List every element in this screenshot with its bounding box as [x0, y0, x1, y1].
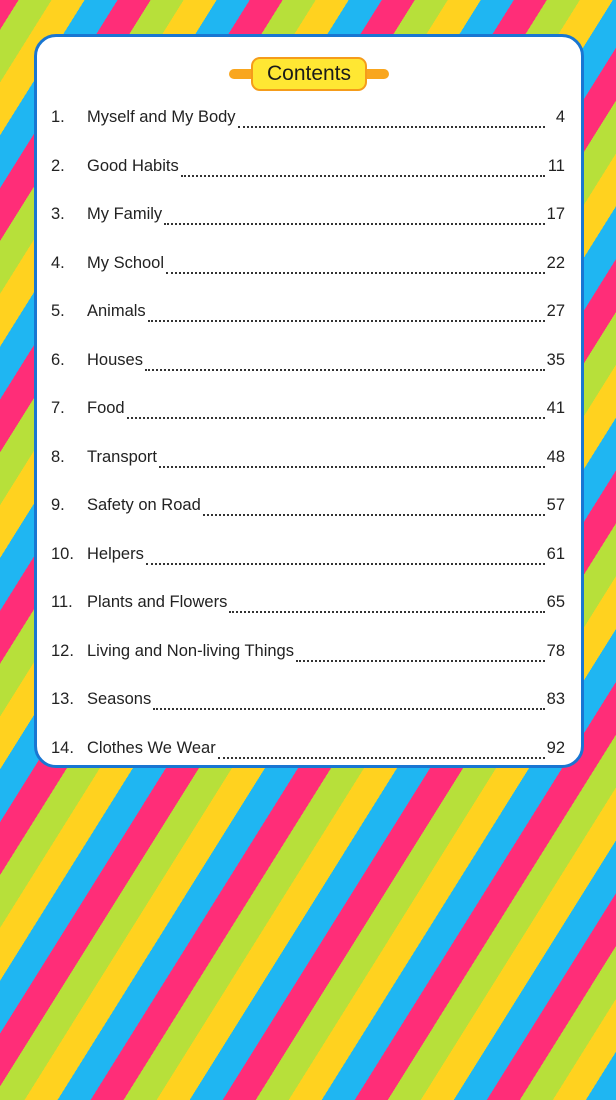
toc-entry[interactable]	[51, 481, 565, 530]
chapter-title: Living and Non-living Things	[87, 641, 294, 660]
dot-leader	[164, 211, 544, 225]
dot-leader	[166, 260, 545, 274]
chapter-number: 14.	[51, 738, 74, 757]
toc-entry[interactable]	[51, 93, 565, 142]
contents-panel	[34, 34, 584, 768]
table-of-contents	[51, 93, 565, 772]
page-number: 83	[546, 690, 565, 708]
chapter-number: 5.	[51, 302, 65, 320]
toc-entry[interactable]	[51, 287, 565, 336]
dot-leader	[146, 551, 545, 565]
toc-entry[interactable]	[51, 433, 565, 482]
page-number: 41	[546, 399, 565, 417]
toc-entry[interactable]	[51, 675, 565, 724]
chapter-number: 7.	[51, 399, 65, 417]
toc-entry[interactable]	[51, 578, 565, 627]
chapter-title: Transport	[87, 447, 157, 466]
dot-leader	[148, 308, 545, 322]
chapter-number: 2.	[51, 156, 65, 175]
chapter-title: Safety on Road	[87, 496, 201, 514]
toc-entry[interactable]	[51, 142, 565, 191]
toc-entry[interactable]	[51, 724, 565, 773]
chapter-number: 9.	[51, 496, 65, 514]
chapter-title: Food	[87, 399, 125, 417]
toc-entry[interactable]	[51, 530, 565, 579]
chapter-number: 12.	[51, 641, 74, 660]
dot-leader	[153, 696, 544, 710]
dot-leader	[229, 599, 544, 613]
chapter-number: 13.	[51, 690, 74, 708]
chapter-title: My School	[87, 253, 165, 272]
chapter-number: 11.	[51, 593, 73, 611]
chapter-title: Helpers	[87, 544, 144, 563]
dot-leader	[127, 405, 545, 419]
page-title: Contents	[251, 57, 367, 91]
dot-leader	[218, 745, 545, 759]
page-number: 65	[546, 593, 565, 611]
dot-leader	[238, 114, 545, 128]
chapter-number: 1.	[51, 108, 65, 126]
toc-entry[interactable]	[51, 336, 565, 385]
page-number: 48	[546, 447, 565, 466]
dot-leader	[145, 357, 545, 371]
dot-leader	[296, 648, 545, 662]
chapter-number: 8.	[51, 447, 65, 466]
dot-leader	[181, 163, 545, 177]
toc-entry[interactable]	[51, 190, 565, 239]
page-number: 11	[547, 156, 565, 175]
page-number: 78	[546, 641, 565, 660]
title-badge	[37, 57, 581, 91]
toc-entry[interactable]	[51, 627, 565, 676]
dot-leader	[203, 502, 545, 516]
chapter-title: Houses	[87, 350, 143, 369]
toc-entry[interactable]	[51, 384, 565, 433]
chapter-number: 4.	[51, 253, 65, 272]
chapter-number: 10.	[51, 544, 74, 563]
chapter-title: Seasons	[87, 690, 152, 708]
chapter-number: 3.	[51, 205, 65, 223]
chapter-title: Myself and My Body	[87, 108, 236, 126]
chapter-title: Clothes We Wear	[87, 738, 216, 757]
chapter-number: 6.	[51, 350, 65, 369]
page-number: 22	[546, 253, 565, 272]
page-number: 27	[546, 302, 565, 320]
dot-leader	[159, 454, 545, 468]
chapter-title: Good Habits	[87, 156, 179, 175]
chapter-title: Plants and Flowers	[87, 593, 228, 611]
page-number: 61	[546, 544, 565, 563]
page-number: 57	[546, 496, 565, 514]
toc-entry[interactable]	[51, 239, 565, 288]
chapter-title: My Family	[87, 205, 163, 223]
page-number: 35	[546, 350, 565, 369]
page-number: 17	[546, 205, 565, 223]
page-number: 92	[546, 738, 565, 757]
page-number: 4	[555, 108, 565, 126]
chapter-title: Animals	[87, 302, 146, 320]
